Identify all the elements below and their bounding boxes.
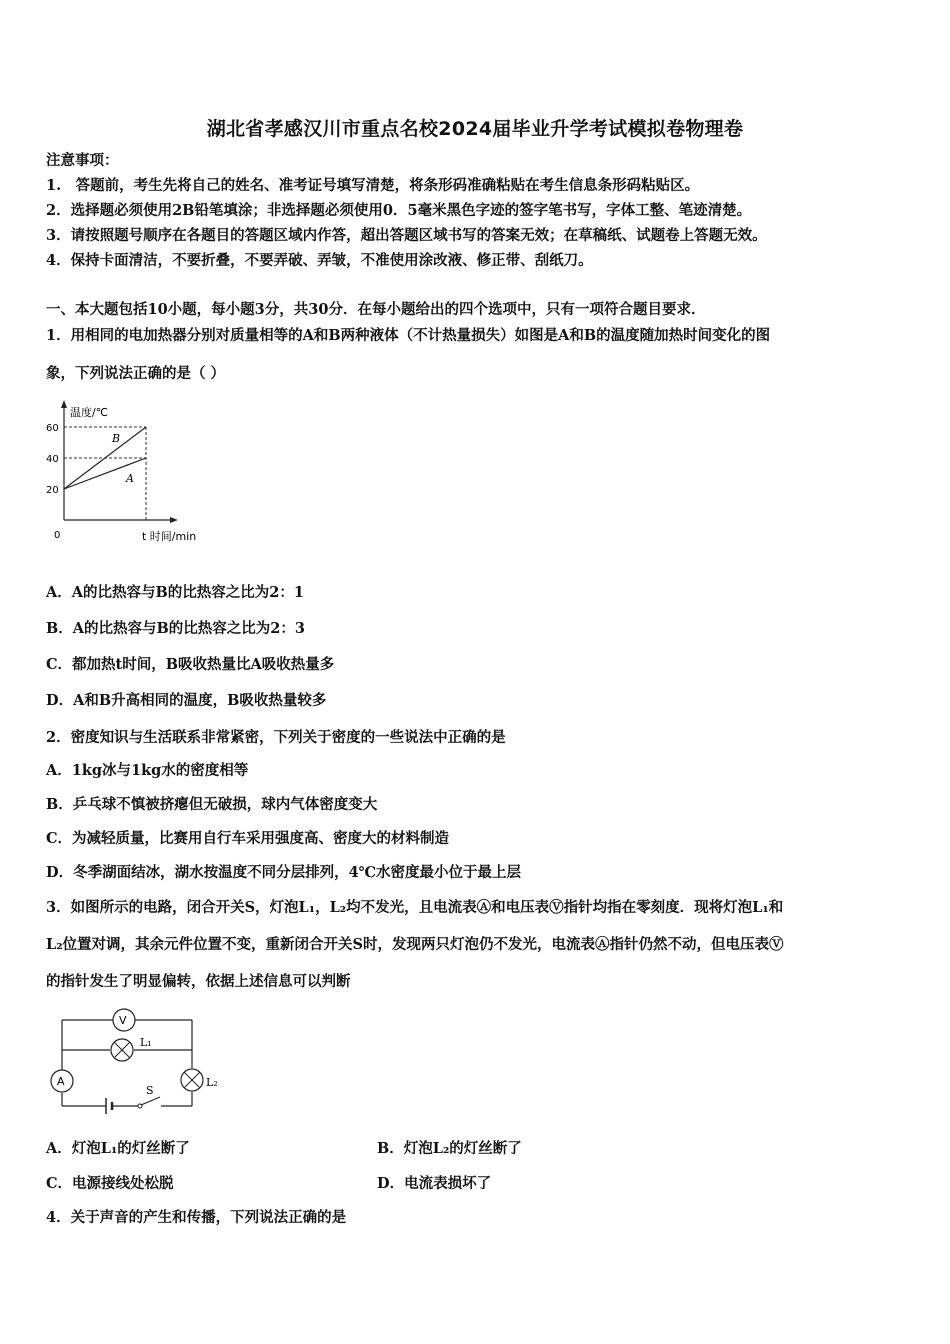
voltmeter-label: V <box>119 1014 127 1027</box>
x-axis-label: t 时间/min <box>142 530 197 543</box>
question-2-option: C．为减轻质量，比赛用自行车采用强度高、密度大的材料制造 <box>46 830 450 847</box>
y-axis-label: 温度/℃ <box>70 406 109 419</box>
question-4-stem: 4．关于声音的产生和传播，下列说法正确的是 <box>46 1209 347 1226</box>
y-tick-label: 60 <box>46 423 59 434</box>
notice-item: 3．请按照题号顺序在各题目的答题区域内作答，超出答题区域书写的答案无效；在草稿纸、试题卷上答题无效。 <box>46 227 767 244</box>
question-2-stem: 2．密度知识与生活联系非常紧密，下列关于密度的一些说法中正确的是 <box>46 729 506 746</box>
question-3-stem: L₂位置对调，其余元件位置不变，重新闭合开关S时，发现两只灯泡仍不发光，电流表Ⓐ指针仍然不动，但电压表Ⓥ <box>46 936 784 953</box>
switch-label: S <box>146 1084 154 1097</box>
line-a-label: A <box>126 472 134 485</box>
notice-item: 1. 答题前，考生先将自己的姓名、准考证号填写清楚，将条形码准确粘贴在考生信息条形码粘贴区。 <box>46 177 700 194</box>
notice-item: 2．选择题必须使用2B铅笔填涂；非选择题必须使用0．5毫米黑色字迹的签字笔书写，字体工整、笔迹清楚。 <box>46 202 752 219</box>
question-3-stem: 3．如图所示的电路，闭合开关S，灯泡L₁，L₂均不发光，且电流表Ⓐ和电压表Ⓥ指针均指在零刻度．现将灯泡L₁和 <box>46 899 784 916</box>
question-3-option: B．灯泡L₂的灯丝断了 <box>377 1140 522 1157</box>
lamp-l2-label: L₂ <box>206 1076 218 1089</box>
question-3-option: D．电流表损坏了 <box>377 1175 492 1192</box>
page-title: 湖北省孝感汉川市重点名校2024届毕业升学考试模拟卷物理卷 <box>206 118 744 140</box>
section-heading: 一、本大题包括10小题，每小题3分，共30分．在每小题给出的四个选项中，只有一项符合题目要求． <box>46 301 706 318</box>
y-tick-label: 40 <box>46 454 59 465</box>
question-2-option: A．1kg冰与1kg水的密度相等 <box>46 762 249 779</box>
question-1-stem: 象，下列说法正确的是（ ） <box>46 365 226 382</box>
question-2-option: D．冬季湖面结冰，湖水按温度不同分层排列，4℃水密度最小位于最上层 <box>46 864 522 881</box>
question-1-option: B．A的比热容与B的比热容之比为2：3 <box>46 620 305 637</box>
circuit-diagram <box>40 1008 230 1120</box>
temperature-time-graph <box>40 398 220 548</box>
question-1-option: C．都加热t时间，B吸收热量比A吸收热量多 <box>46 656 335 673</box>
question-1-stem: 1．用相同的电加热器分别对质量相等的A和B两种液体（不计热量损失）如图是A和B的温度随加热时间变化的图 <box>46 327 771 344</box>
question-3-option: A．灯泡L₁的灯丝断了 <box>46 1140 190 1157</box>
ammeter-label: A <box>57 1075 65 1088</box>
line-b-label: B <box>112 432 121 445</box>
question-2-option: B．乒乓球不慎被挤瘪但无破损，球内气体密度变大 <box>46 796 378 813</box>
notice-item: 4．保持卡面清洁，不要折叠，不要弄破、弄皱，不准使用涂改液、修正带、刮纸刀。 <box>46 252 593 269</box>
notice-heading: 注意事项： <box>46 152 119 169</box>
question-1-option: A．A的比热容与B的比热容之比为2：1 <box>46 584 304 601</box>
question-3-stem: 的指针发生了明显偏转，依据上述信息可以判断 <box>46 973 351 990</box>
origin-label: 0 <box>54 530 61 541</box>
lamp-l1-label: L₁ <box>140 1036 152 1049</box>
question-3-option: C．电源接线处松脱 <box>46 1175 174 1192</box>
question-1-option: D．A和B升高相同的温度，B吸收热量较多 <box>46 692 327 709</box>
y-tick-label: 20 <box>46 485 59 496</box>
